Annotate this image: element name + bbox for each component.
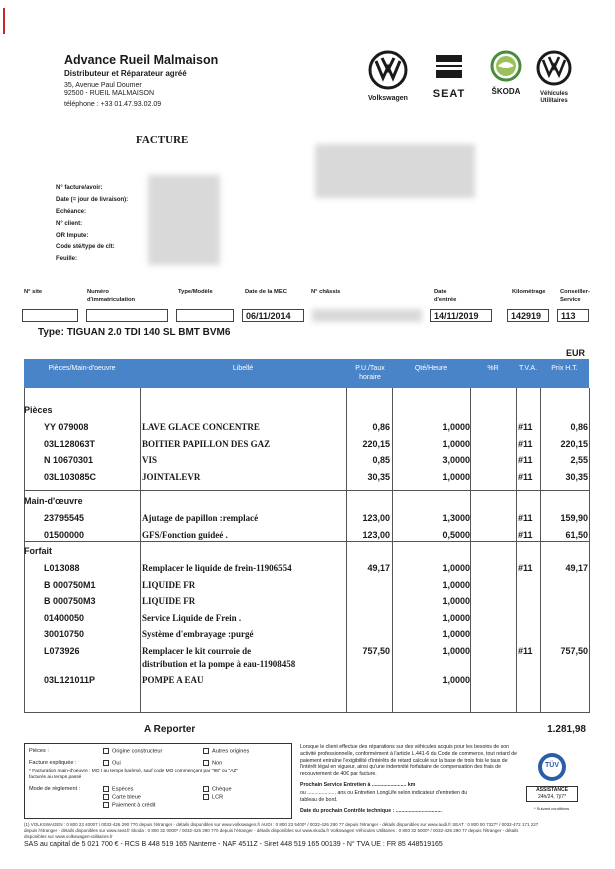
row-quantity: 3,0000 — [442, 455, 470, 466]
assistance-hours: 24h/24, 7j/7* — [537, 794, 567, 800]
row-price: 757,50 — [560, 646, 588, 656]
row-ref: B 000750M3 — [44, 596, 96, 607]
row-unit-price: 0,85 — [372, 455, 390, 466]
meta-label-delivery-date: Date (= jour de livraison): — [56, 197, 129, 203]
row-quantity: 1,0000 — [442, 612, 470, 623]
vw-logo-icon — [364, 50, 412, 90]
table-column-divider — [470, 388, 471, 712]
report-amount: 1.281,98 — [547, 724, 586, 735]
fine-print-line3: disponibles sur www.volkswagen-utilitaires.fr — [24, 834, 113, 839]
dealer-subtitle: Distributeur et Réparateur agréé — [64, 69, 187, 78]
facture-expliquee-label: Facture expliquée : — [29, 760, 77, 766]
row-quantity: 1,0000 — [442, 596, 470, 607]
dealer-address-line1: 35, Avenue Paul Doumer — [64, 82, 142, 89]
late-payment-legal-text: Lorsque le client effectue des réparations sur des véhicules acquis pour les besoins de son activité professionnelle, conformément à l'article L.441-6 du Code de commerce, tout retard de paiement entraîne l'exigibilité d'intérêts de retard calculé sur la base de trois fois le taux de l'intérêt légal en vigueur, ainsi qu'une indemnité forfaitaire de compensation des frais de recouvrement de 40€ par facture. — [300, 744, 517, 778]
row-price: 159,90 — [560, 513, 588, 523]
row-price: 220,15 — [560, 438, 588, 449]
row-tva: #11 — [518, 471, 533, 482]
row-quantity: 0,5000 — [442, 529, 470, 540]
row-unit-price: 220,15 — [362, 438, 390, 449]
date-entree-box: 14/11/2019 — [430, 309, 492, 322]
row-unit-price: 49,17 — [367, 563, 390, 573]
lcr-checkbox[interactable] — [203, 794, 209, 800]
vehicle-header-type-modele: Type/Modèle — [178, 289, 213, 295]
payment-carte-option[interactable]: Carte bleue — [103, 794, 141, 800]
assistance-label: ASSISTANCE — [536, 787, 568, 793]
section-title: Main-d'œuvre — [24, 496, 83, 506]
row-tva: #11 — [518, 513, 533, 523]
row-label: VIS — [142, 455, 158, 466]
row-ref: 03L103085C — [44, 471, 97, 482]
row-tva: #11 — [518, 563, 533, 573]
row-unit-price: 0,86 — [372, 422, 390, 432]
vehicle-header-date-mec: Date de la MEC — [245, 289, 287, 295]
brand-skoda-label: ŠKODA — [491, 87, 521, 96]
col-header-label: Libellé — [232, 365, 254, 372]
brand-volkswagen — [364, 50, 412, 102]
row-ref: 30010750 — [44, 629, 85, 640]
vw-utility-logo-icon — [532, 50, 576, 86]
row-ref: 03L128063T — [44, 438, 96, 449]
credit-checkbox[interactable] — [103, 802, 109, 808]
row-label: GFS/Fonction guideé . — [142, 529, 228, 540]
table-bottom-border — [24, 712, 590, 713]
seat-logo-icon — [424, 52, 474, 82]
row-quantity: 1,0000 — [442, 563, 470, 573]
table-column-divider — [140, 388, 141, 712]
section-divider — [24, 541, 590, 542]
col-header-ref: Pièces/Main-d'oeuvre — [48, 365, 116, 372]
vehicle-header-conseiller: Conseiller-Service — [560, 289, 590, 303]
meta-label-client-number: N° client: — [56, 221, 83, 227]
pieces-origin-label: Pièces : — [29, 748, 49, 754]
cheque-checkbox[interactable] — [203, 786, 209, 792]
currency-label: EUR — [566, 348, 586, 358]
row-price: 0,86 — [570, 422, 588, 432]
col-header-remise: %R — [487, 365, 499, 372]
table-header — [24, 359, 589, 388]
table-column-divider — [516, 388, 517, 712]
table-column-divider — [346, 388, 347, 712]
skoda-logo-icon — [486, 50, 526, 82]
meta-label-company-code: Code sté/type de clt: — [56, 244, 115, 250]
row-quantity: 1,3000 — [442, 513, 470, 523]
row-price: 61,50 — [565, 529, 588, 540]
row-ref: 03L121011P — [44, 674, 96, 685]
table-column-divider — [540, 388, 541, 712]
page-edge-mark — [3, 8, 5, 34]
col-header-tva: T.V.A. — [518, 365, 538, 372]
row-ref: L013088 — [44, 563, 80, 573]
row-unit-price: 757,50 — [362, 646, 390, 656]
row-label-continued: distribution et la pompe à eau-11908458 — [142, 659, 296, 669]
company-legal-footer: SAS au capital de 5 021 700 € - RCS B 448 519 165 Nanterre - NAF 4511Z - Siret 448 519 165 00139 - N° TVA UE : FR 85 448519165 — [24, 841, 443, 848]
row-ref: B 000750M1 — [44, 579, 96, 590]
col-header-quantity: Qté/Heure — [414, 365, 448, 372]
row-quantity: 1,0000 — [442, 438, 470, 449]
vehicle-type: Type: TIGUAN 2.0 TDI 140 SL BMT BVM6 — [38, 327, 231, 338]
report-label: A Reporter — [144, 724, 196, 735]
row-price: 49,17 — [565, 563, 588, 573]
row-ref: N 10670301 — [44, 455, 94, 466]
meta-label-invoice-number: N° facture/avoir: — [56, 185, 103, 191]
tuv-label: TÜV — [545, 762, 559, 769]
brand-skoda — [486, 50, 526, 96]
payment-cheque-option[interactable]: Chèque — [203, 786, 232, 792]
payment-lcr-option[interactable]: LCR — [203, 794, 223, 800]
especes-checkbox[interactable] — [103, 786, 109, 792]
row-tva: #11 — [518, 529, 533, 540]
row-quantity: 1,0000 — [442, 471, 470, 482]
row-label: JOINTALEVR — [142, 471, 201, 482]
brand-vw-utility — [532, 50, 576, 104]
dealer-address-line2: 92500 - RUEIL MALMAISON — [64, 90, 154, 97]
document-title: FACTURE — [136, 134, 189, 146]
conseiller-box: 113 — [557, 309, 589, 322]
row-tva: #11 — [518, 438, 533, 449]
assistance-badge — [526, 786, 578, 802]
section-title: Pièces — [24, 405, 53, 415]
brand-volkswagen-label: Volkswagen — [368, 95, 408, 102]
brand-seat-label: SEAT — [432, 88, 466, 100]
row-ref: 23795545 — [44, 513, 85, 523]
labour-billing-note-2: facturés au temps passé — [29, 775, 82, 780]
origin-constructeur-option[interactable]: Origine constructeur — [103, 748, 162, 754]
fine-print-line2: depuis l'étranger - détails disponibles sur www.seat.fr Skoda : 0 800 32 0000* / 0032-426 290 770 depuis l'étranger - détails disponibles sur www.skoda.fr Volkswagen Véhicules Utilitaires : 0 800 32 5000* / 0032-426 290 77 depuis l'étranger - détails — [24, 828, 519, 833]
facture-non-option[interactable]: Non — [203, 760, 222, 766]
row-label: LIQUIDE FR — [142, 579, 196, 590]
row-tva: #11 — [518, 455, 533, 466]
facture-non-checkbox[interactable] — [203, 760, 209, 766]
dealer-name: Advance Rueil Malmaison — [64, 53, 219, 67]
row-label: Remplacer le kit courroie de — [142, 646, 252, 656]
vehicle-header-chassis: N° châssis — [311, 289, 341, 295]
row-label: LIQUIDE FR — [142, 596, 196, 607]
date-mec-box: 06/11/2014 — [242, 309, 304, 322]
row-unit-price: 123,00 — [362, 529, 390, 540]
carte-checkbox[interactable] — [103, 794, 109, 800]
row-ref: YY 079008 — [44, 422, 89, 432]
row-price: 2,55 — [570, 455, 588, 466]
row-label: Système d'embrayage :purgé — [142, 629, 254, 640]
autres-origines-checkbox[interactable] — [203, 748, 209, 754]
assistance-note: * Suivant conditions — [534, 806, 570, 811]
table-column-divider — [392, 388, 393, 712]
labour-billing-note: * Facturation main-d'oeuvre : MO I au temps barèmé, sauf code MO commençant par "98" ou "AZ" — [29, 769, 239, 774]
row-ref: L073926 — [44, 646, 80, 656]
facture-oui-option[interactable]: Oui — [103, 760, 121, 766]
col-header-unit-price: P.U./Taux horaire — [355, 365, 385, 381]
row-label: Remplacer le liquide de frein-11906554 — [142, 563, 292, 573]
row-label: LAVE GLACE CONCENTRE — [142, 422, 260, 432]
row-quantity: 1,0000 — [442, 629, 470, 640]
row-tva: #11 — [518, 646, 533, 656]
row-quantity: 1,0000 — [442, 674, 470, 685]
redacted-chassis — [312, 309, 422, 322]
row-unit-price: 123,00 — [362, 513, 390, 523]
meta-label-due-date: Echéance: — [56, 209, 87, 215]
vehicle-header-kilometrage: Kilométrage — [512, 289, 546, 295]
tuv-badge — [537, 752, 567, 782]
site-box — [22, 309, 78, 322]
col-header-price: Prix H.T. — [551, 365, 578, 372]
payment-especes-option[interactable]: Espèces — [103, 786, 133, 792]
row-label: Service Liquide de Frein . — [142, 612, 242, 623]
row-unit-price: 30,35 — [367, 471, 390, 482]
vehicle-header-date-entree: Date d'entrée — [434, 289, 457, 303]
vehicle-header-immat: Numéro d'immatriculation — [87, 289, 136, 303]
autres-origines-option[interactable]: Autres origines — [203, 748, 249, 754]
redacted-invoice-values — [148, 175, 220, 265]
kilometrage-box: 142919 — [507, 309, 549, 322]
meta-label-sheet: Feuille: — [56, 256, 78, 262]
origin-constructeur-checkbox[interactable] — [103, 748, 109, 754]
payment-credit-option[interactable]: Paiement à crédit — [103, 802, 156, 808]
brand-seat — [424, 52, 474, 100]
table-column-divider — [589, 388, 590, 712]
next-service-or-line: ou .................... ans ou Entretien LongLife selon indicateur d'entretien du — [300, 790, 468, 796]
row-quantity: 1,0000 — [442, 579, 470, 590]
next-technical-control-line: Date du prochain Contrôle technique : ................................ — [300, 808, 442, 814]
payment-mode-label: Mode de règlement : — [29, 786, 81, 792]
section-title: Forfait — [24, 546, 52, 556]
redacted-customer-address — [315, 144, 475, 198]
immat-box — [86, 309, 168, 322]
row-tva: #11 — [518, 422, 533, 432]
row-label: POMPE A EAU — [142, 674, 204, 685]
payment-info-box — [24, 743, 292, 819]
row-quantity: 1,0000 — [442, 646, 470, 656]
row-price: 30,35 — [565, 471, 588, 482]
meta-label-or-impute: OR Impute: — [56, 233, 89, 239]
row-quantity: 1,0000 — [442, 422, 470, 432]
dashboard-indicator-line: tableau de bord. — [300, 797, 338, 803]
row-label: BOITIER PAPILLON DES GAZ — [142, 438, 271, 449]
row-label: Ajutage de papillon :remplacé — [142, 513, 259, 523]
type-modele-box — [176, 309, 234, 322]
next-service-line: Prochain Service Entretien à ........................ km — [300, 782, 416, 788]
fine-print-line1: (1) VOLKSWAGEN : 0 800 23 40007 / 0032-426 290 770 depuis l'étranger - détails disponibles sur www.volkswagen.fr AUDI : 0 800 23 5400* / 0032-426 290 77 depuis l'étranger - détails disponibles sur www.audi.fr SEAT : 0 800 00 7327* / 0032-472 171 227 — [24, 822, 539, 827]
facture-oui-checkbox[interactable] — [103, 760, 109, 766]
vehicle-header-site: N° site — [24, 289, 43, 295]
brand-vw-utility-label: Véhicules Utilitaires — [539, 91, 568, 104]
dealer-phone: téléphone : +33 01.47.93.02.09 — [64, 101, 162, 108]
row-ref: 01500000 — [44, 529, 85, 540]
row-ref: 01400050 — [44, 612, 85, 623]
section-divider — [24, 490, 590, 491]
